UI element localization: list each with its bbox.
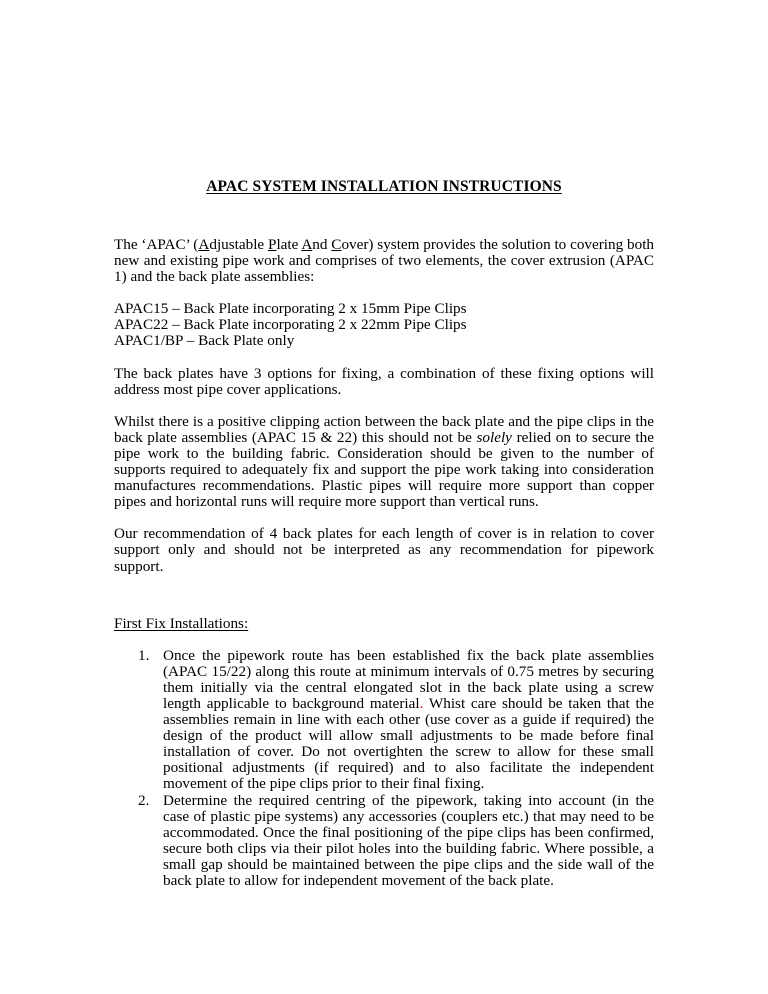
- clipping-text-part1: Whilst there is a positive clipping action between the back plate and the pipe clips in the back plate assemblies (APAC 15 & 22) this should not be: [114, 412, 654, 446]
- clipping-emphasis-solely: solely: [476, 428, 512, 446]
- product-line-apac15: APAC15 – Back Plate incorporating 2 x 15mm Pipe Clips: [114, 300, 467, 318]
- step-1-revision-mark: .: [419, 694, 424, 712]
- intro-text-after: over) system provides the solution to covering both new and existing pipe work and comprises of two elements, the cover extrusion (APAC 1) and the back plate assemblies:: [114, 236, 655, 286]
- step-1-text-part2: Whist care should be taken that the assemblies remain in line with each other (use cover as a guide if required) the design of the product will allow small adjustments to be made before final installation of cover. Do not overtighten the screw to allow for these small positional adjustments (if required) and to also facilitate the independent movement of the pipe clips prior to their final fixing.: [163, 694, 654, 793]
- section-heading-first-fix: [114, 616, 654, 632]
- list-item: [114, 648, 654, 793]
- clipping-text-part2: relied on to secure the pipe work to the building fabric. Consideration should be given to the number of supports required to adequately fix and support the pipe work taking into consideration manufactures recommendations. Plastic pipes will require more support than copper pipes and horizontal runs will require more support than vertical runs.: [114, 428, 654, 511]
- acronym-word-adjustable: djustable: [209, 236, 268, 253]
- list-item: [114, 793, 654, 890]
- product-line-apac1bp: APAC1/BP – Back Plate only: [114, 332, 295, 350]
- paragraph-recommendation: Our recommendation of 4 back plates for each length of cover is in relation to cover support only and should not be interpreted as any recommendation for pipework support.: [114, 525, 654, 575]
- product-line-apac22: APAC22 – Back Plate incorporating 2 x 22mm Pipe Clips: [114, 316, 467, 334]
- acronym-word-plate: late: [276, 236, 302, 253]
- spacer-fixing: [114, 398, 654, 414]
- acronym-letter-c: C: [331, 236, 342, 253]
- spacer-products: [114, 350, 654, 366]
- acronym-word-and: nd: [312, 236, 332, 253]
- step-2-text-part1: Determine the required centring of the pipework, taking into account (in the case of plastic pipe systems) any accessories (couplers etc.) that may need to be accommodated. Once the final positioning of the pipe clips has been confirmed, secure both clips via their pilot holes into the building fabric. Where possible, a small gap should be maintained between the pipe clips and the side wall of the back plate to allow for independent movement of the back plate.: [163, 791, 654, 889]
- spacer-intro: [114, 285, 654, 301]
- paragraph-clipping-action: [114, 414, 654, 511]
- intro-text-before: The ‘APAC’ (: [114, 236, 199, 253]
- document-title-text: APAC SYSTEM INSTALLATION INSTRUCTIONS: [206, 178, 562, 195]
- spacer-before-section: [114, 575, 654, 616]
- acronym-letter-a1: A: [198, 236, 210, 253]
- spacer-heading-to-list: [114, 632, 654, 648]
- spacer-clipping: [114, 510, 654, 526]
- spacer-title: [114, 195, 654, 237]
- document-title: [114, 178, 654, 195]
- acronym-letter-a2: A: [301, 236, 313, 253]
- installation-steps-list: [114, 648, 654, 889]
- acronym-letter-p: P: [267, 236, 277, 253]
- paragraph-fixing-options: The back plates have 3 options for fixing, a combination of these fixing options will address most pipe cover applications.: [114, 364, 654, 398]
- section-heading-text: First Fix Installations:: [114, 614, 249, 632]
- intro-paragraph: [114, 237, 654, 285]
- document-content: [114, 178, 654, 889]
- step-1-text-part1: Once the pipework route has been established fix the back plate assemblies (APAC 15/22) along this route at minimum intervals of 0.75 metres by securing them initially via the central elongated slot in the back plate using a screw length applicable to background material: [163, 646, 654, 712]
